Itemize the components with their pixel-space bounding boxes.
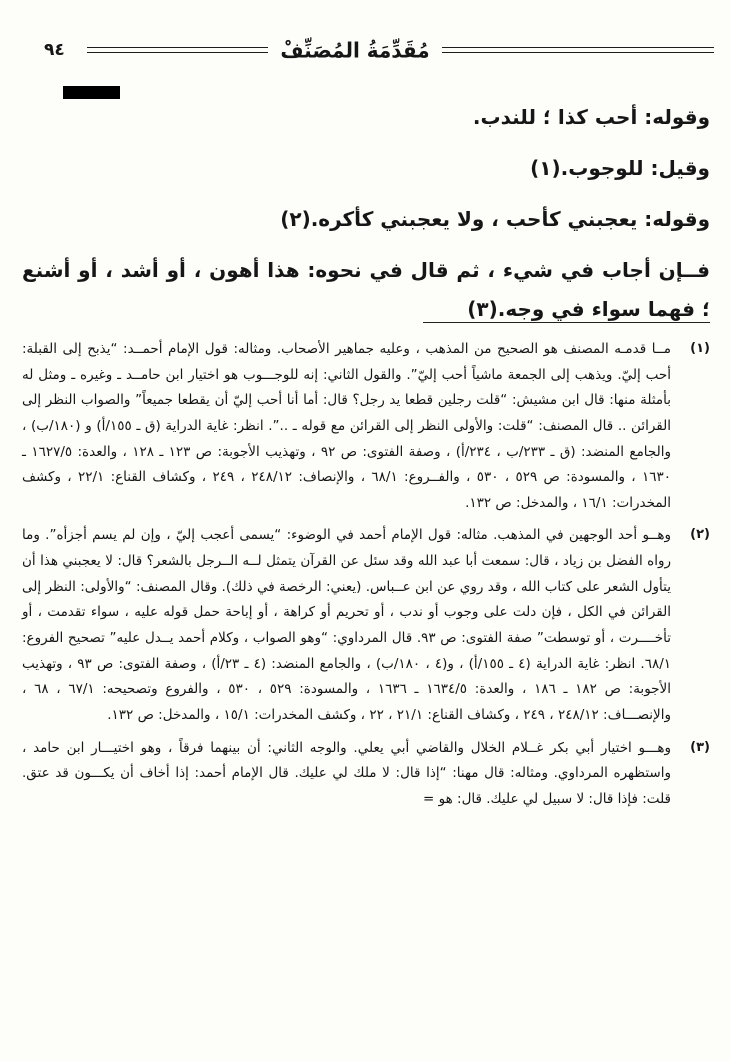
footnote-text: مــا قدمـه المصنف هو الصحيح من المذهب ، وعليه جماهير الأصحاب. ومثاله: قول الإمام أحمــد: “يذبح إلى القبلة: أحب إليّ. ويذهب إلى الجمعة ماشياً أحب إليّ”. والقول الثاني: إنه للوجـــوب هو اختيار ابن حامــد ـ وغيره ـ ومثل له بأمثلة منها: قال ابن مشيش: “قلت رجلين قطعا يد رجل؟ قال: أما أنا أحب إليّ أن يقطعا جميعاً” والصواب النظر إلى القرائن .. قال المصنف: “قلت: والأولى النظر إلى القرائن مع قوله ـ ..”. انظر: غاية الدراية (ق ـ ١٥٥/أ) و (١٨٠/ب) ، والجامع المنضد: (ق ـ ٢٣٣/ب ، ٢٣٤/أ) ، وصفة الفتوى: ص ٩٢ ، وتهذيب الأجوبة: ص ١٢٣ ـ ١٢٨ ، والعدة: ١٦٢٧/٥ ـ ١٦٣٠ ، والمسودة: ص ٥٢٩ ، ٥٣٠ ، والفــروع: ٦٨/١ ، والإنصاف: ٢٤٨/١٢ ، ٢٤٩ ، وكشاف القناع: ٢٢/١ ، وكشف المخدرات: ١٦/١ ، والمدخل: ص ١٣٢.	[22, 341, 672, 511]
body-paragraph: وقوله: يعجبني كأحب ، ولا يعجبني كأكره.(٢)	[280, 207, 710, 231]
footnote-separator	[423, 322, 710, 323]
page-header	[16, 34, 714, 66]
page-title: مُقَدِّمَةُ المُصَنِّفْ	[280, 37, 430, 63]
body-paragraph: فــإن أجاب في شيء ، ثم قال في نحوه: هذا أهون ، أو أشد ، أو أشنع ؛ فهما سواء في وجه.(٣)	[22, 258, 710, 321]
body-paragraph: وقوله: أحب كذا ؛ للندب.	[472, 105, 710, 129]
header-rule-right	[442, 47, 714, 53]
footnote-3	[22, 736, 710, 813]
footnote-text: وهـــو اختيار أبي بكر غــلام الخلال والقاضي أبي يعلي. والوجه الثاني: أن بينهما فرقاً ، وهو اختيـــار ابن حامد ، واستظهره المرداوي. ومثاله: قال مهنا: “إذا قال: لا ملك لي عليك. قال الإمام أحمد: إذا أخاف أن يكـــون قد عتق. قلت: فإذا قال: لا سبيل لي عليك. قال: هو =	[22, 739, 671, 807]
page-number: ٩٤	[44, 40, 65, 60]
main-text	[22, 98, 710, 341]
footnote-marker: (١)	[690, 341, 710, 356]
footnotes-section	[22, 337, 710, 820]
footnote-1	[22, 337, 710, 516]
body-paragraph: وقيل: للوجوب.(١)	[530, 156, 710, 180]
footnote-2	[22, 523, 710, 728]
footnote-marker: (٢)	[690, 527, 710, 543]
footnote-text: وهــو أحد الوجهين في المذهب. مثاله: قول الإمام أحمد في الوضوء: “يسمى أعجب إليّ ، وإن لم يسم أجزأه”. وما رواه الفضل بن زياد ، قال: سمعت أبا عبد الله وقد سئل عن القرآن يتمثل لــه الــرجل بالشعر؟ قال: لا يعجبني هذا أن يتأول الشعر على كتاب الله ، وقد روي عن ابن عــباس. (يعني: الرخصة في ذلك). وقال المصنف: “والأولى: النظر إلى القرائن في الكل ، فإن دلت على وجوب أو ندب ، أو تحريم أو كراهة ، أو إباحة حمل قوله عليه ، سواء تقدمت ، أو تأخــــرت ، أو توسطت” صفة الفتوى: ص ٩٣. قال المرداوي: “وهو الصواب ، وكلام أحمد يــدل عليه” تصحيح الفروع: ٦٨/١. انظر: غاية الدراية (٤ ـ ١٥٥/أ) ، و(٤ ، ١٨٠/ب) ، والجامع المنضد: (٤ ـ ٢٣/أ) ، وصفة الفتوى: ص ٩٣ ، وتهذيب الأجوبة: ص ١٨٢ ـ ١٨٦ ، والعدة: ١٦٣٤/٥ ـ ١٦٣٦ ، والمسودة: ٥٢٩ ، ٥٣٠ ، والفروع وتصحيحه: ٦٧/١ ، ٦٨ ، والإنصـــاف: ٢٤٨/١٢ ، ٢٤٩ ، وكشاف القناع: ٢١/١ ، ٢٢ ، وكشف المخدرات: ١٥/١ ، والمدخل: ص ١٣٢.	[22, 527, 672, 723]
footnote-marker: (٣)	[690, 739, 710, 755]
header-rule-left	[87, 47, 269, 53]
